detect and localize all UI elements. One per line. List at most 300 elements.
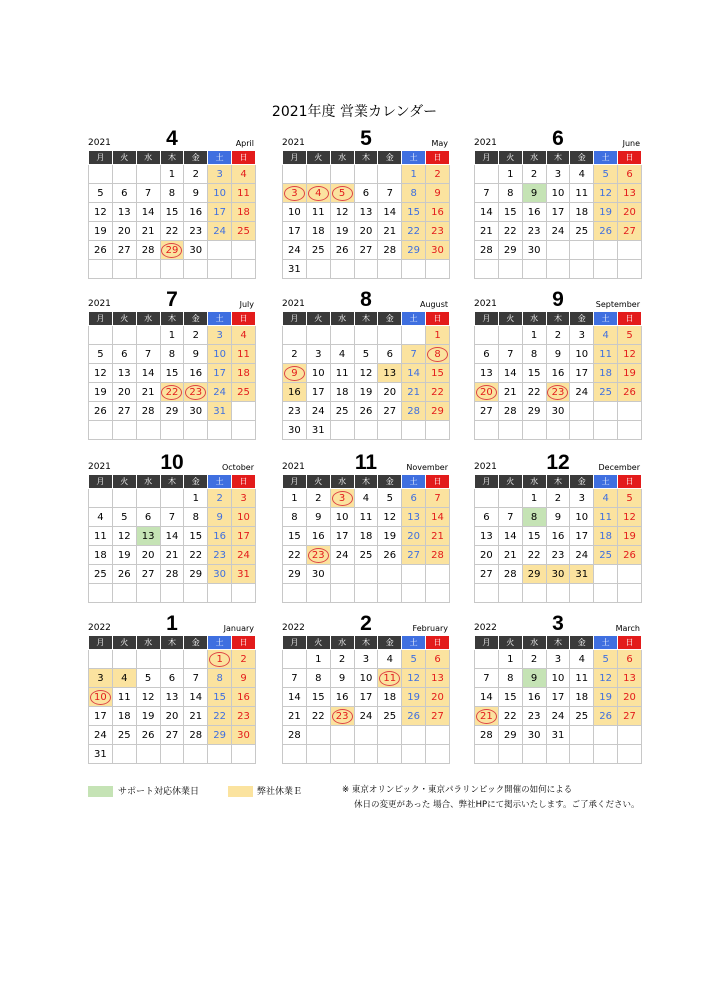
day-cell <box>136 745 160 764</box>
week-row <box>89 165 256 184</box>
day-cell: 6 <box>475 508 499 527</box>
day-cell <box>570 584 594 603</box>
weekday-header: 木 <box>160 151 184 165</box>
day-cell <box>112 745 136 764</box>
weekday-header: 金 <box>184 636 208 650</box>
day-cell: 11 <box>570 669 594 688</box>
day-cell: 13 <box>475 364 499 383</box>
weekday-header: 金 <box>184 312 208 326</box>
day-cell <box>546 584 570 603</box>
day-cell: 15 <box>208 688 232 707</box>
month-calendar <box>88 288 256 440</box>
weekday-header: 金 <box>378 312 402 326</box>
day-cell: 2 <box>522 165 546 184</box>
day-cell: 13 <box>354 203 378 222</box>
calendar-month-number: 12 <box>546 451 570 474</box>
day-cell: 23 <box>546 383 570 402</box>
day-cell <box>330 165 354 184</box>
day-cell: 13 <box>402 508 426 527</box>
day-cell: 24 <box>306 402 330 421</box>
week-row <box>89 489 256 508</box>
week-row <box>89 364 256 383</box>
day-cell <box>354 745 378 764</box>
day-cell <box>112 584 136 603</box>
day-cell <box>570 241 594 260</box>
week-row <box>283 364 450 383</box>
day-cell: 5 <box>354 345 378 364</box>
day-cell: 8 <box>426 345 450 364</box>
weekday-header: 水 <box>330 312 354 326</box>
day-cell: 10 <box>570 345 594 364</box>
day-cell: 8 <box>283 508 307 527</box>
weekday-header: 日 <box>618 312 642 326</box>
weekday-header: 水 <box>136 636 160 650</box>
day-cell: 22 <box>306 707 330 726</box>
month-calendar <box>88 127 256 279</box>
day-cell: 7 <box>160 508 184 527</box>
week-row <box>283 421 450 440</box>
day-cell: 3 <box>89 669 113 688</box>
day-cell: 14 <box>475 203 499 222</box>
day-cell <box>570 421 594 440</box>
day-cell: 27 <box>160 726 184 745</box>
day-cell <box>402 260 426 279</box>
day-cell: 7 <box>378 184 402 203</box>
day-cell: 3 <box>232 489 256 508</box>
day-cell: 1 <box>184 489 208 508</box>
week-row <box>475 260 642 279</box>
day-cell: 19 <box>112 546 136 565</box>
week-row <box>283 489 450 508</box>
week-row <box>475 241 642 260</box>
weekday-header: 木 <box>546 636 570 650</box>
week-row <box>283 508 450 527</box>
day-cell: 10 <box>89 688 113 707</box>
day-cell: 3 <box>330 489 354 508</box>
weekday-header: 木 <box>160 636 184 650</box>
day-cell: 6 <box>402 489 426 508</box>
day-cell: 17 <box>354 688 378 707</box>
day-cell: 16 <box>283 383 307 402</box>
week-row <box>89 565 256 584</box>
day-cell: 24 <box>89 726 113 745</box>
day-cell <box>330 726 354 745</box>
calendar-year: 2021 <box>282 299 305 309</box>
day-cell: 14 <box>136 203 160 222</box>
day-cell: 31 <box>232 565 256 584</box>
day-cell: 27 <box>136 565 160 584</box>
day-cell <box>330 260 354 279</box>
calendar-month-name: August <box>420 300 448 309</box>
day-cell: 6 <box>378 345 402 364</box>
day-cell <box>594 584 618 603</box>
day-cell: 9 <box>546 508 570 527</box>
day-cell: 24 <box>208 222 232 241</box>
day-cell <box>112 260 136 279</box>
week-row <box>283 165 450 184</box>
weekday-header: 火 <box>306 151 330 165</box>
day-cell <box>136 584 160 603</box>
weekday-header: 水 <box>330 151 354 165</box>
day-cell <box>402 326 426 345</box>
day-cell: 6 <box>354 184 378 203</box>
day-cell: 21 <box>283 707 307 726</box>
day-cell: 9 <box>426 184 450 203</box>
month-calendar <box>282 288 450 440</box>
day-cell <box>475 165 499 184</box>
day-cell: 12 <box>378 508 402 527</box>
day-cell: 29 <box>522 565 546 584</box>
day-cell: 19 <box>330 222 354 241</box>
day-cell: 19 <box>89 383 113 402</box>
day-cell <box>378 165 402 184</box>
day-cell <box>306 326 330 345</box>
day-cell <box>354 584 378 603</box>
day-cell: 3 <box>546 165 570 184</box>
day-cell: 2 <box>232 650 256 669</box>
day-cell: 28 <box>136 402 160 421</box>
weekday-header: 日 <box>426 151 450 165</box>
week-row <box>283 546 450 565</box>
day-cell: 29 <box>208 726 232 745</box>
day-cell: 18 <box>232 203 256 222</box>
weekday-header: 金 <box>378 475 402 489</box>
weekday-header: 月 <box>283 475 307 489</box>
day-cell: 15 <box>283 527 307 546</box>
calendar-month-number: 5 <box>360 127 372 150</box>
week-row <box>475 745 642 764</box>
day-cell: 20 <box>160 707 184 726</box>
day-cell: 4 <box>570 650 594 669</box>
month-calendar <box>282 127 450 279</box>
weekday-header: 月 <box>475 151 499 165</box>
day-cell: 12 <box>594 669 618 688</box>
day-cell: 10 <box>354 669 378 688</box>
week-row <box>475 222 642 241</box>
weekday-header: 水 <box>136 151 160 165</box>
day-cell: 5 <box>594 650 618 669</box>
day-cell: 15 <box>160 203 184 222</box>
day-cell: 6 <box>160 669 184 688</box>
day-cell <box>426 421 450 440</box>
day-cell: 22 <box>522 383 546 402</box>
day-cell: 30 <box>232 726 256 745</box>
week-row <box>283 222 450 241</box>
weekday-header: 日 <box>426 312 450 326</box>
day-cell: 25 <box>306 241 330 260</box>
day-cell: 8 <box>160 345 184 364</box>
day-cell <box>498 260 522 279</box>
day-cell: 23 <box>522 222 546 241</box>
weekday-header: 木 <box>354 636 378 650</box>
day-cell: 23 <box>283 402 307 421</box>
day-cell <box>618 241 642 260</box>
day-cell: 11 <box>330 364 354 383</box>
weekday-header: 月 <box>283 312 307 326</box>
day-cell: 17 <box>283 222 307 241</box>
day-cell: 16 <box>184 364 208 383</box>
day-cell: 15 <box>306 688 330 707</box>
day-cell: 28 <box>426 546 450 565</box>
day-cell <box>522 421 546 440</box>
day-cell: 22 <box>522 546 546 565</box>
day-cell: 20 <box>426 688 450 707</box>
day-cell: 10 <box>306 364 330 383</box>
day-cell: 12 <box>112 527 136 546</box>
day-cell: 25 <box>112 726 136 745</box>
day-cell <box>89 489 113 508</box>
day-cell: 19 <box>402 688 426 707</box>
day-cell <box>89 650 113 669</box>
day-cell <box>594 402 618 421</box>
day-cell <box>498 421 522 440</box>
day-cell <box>306 584 330 603</box>
day-cell: 18 <box>570 203 594 222</box>
weekday-header: 木 <box>160 475 184 489</box>
week-row <box>89 203 256 222</box>
week-row <box>89 707 256 726</box>
weekday-header: 金 <box>378 636 402 650</box>
day-cell: 11 <box>232 184 256 203</box>
week-row <box>283 707 450 726</box>
day-cell: 2 <box>184 165 208 184</box>
day-cell <box>402 565 426 584</box>
day-cell: 2 <box>330 650 354 669</box>
day-cell: 21 <box>402 383 426 402</box>
day-cell: 1 <box>402 165 426 184</box>
day-cell: 3 <box>546 650 570 669</box>
day-cell <box>208 241 232 260</box>
day-cell: 25 <box>232 383 256 402</box>
week-row <box>89 527 256 546</box>
day-cell: 19 <box>594 688 618 707</box>
day-cell: 5 <box>330 184 354 203</box>
day-cell: 5 <box>378 489 402 508</box>
day-cell: 4 <box>89 508 113 527</box>
day-cell <box>498 489 522 508</box>
calendar-table <box>282 635 450 764</box>
day-cell <box>112 326 136 345</box>
weekday-header: 日 <box>426 475 450 489</box>
day-cell: 29 <box>184 565 208 584</box>
calendar-month-number: 6 <box>552 127 564 150</box>
week-row <box>283 345 450 364</box>
day-cell: 24 <box>354 707 378 726</box>
calendar-year: 2022 <box>282 623 305 633</box>
weekday-header: 火 <box>498 475 522 489</box>
week-row <box>475 546 642 565</box>
weekday-header: 火 <box>306 312 330 326</box>
day-cell: 29 <box>160 241 184 260</box>
weekday-header: 金 <box>570 636 594 650</box>
day-cell <box>184 260 208 279</box>
weekday-header: 月 <box>89 475 113 489</box>
day-cell: 31 <box>546 726 570 745</box>
day-cell: 3 <box>283 184 307 203</box>
calendar-year: 2021 <box>474 138 497 148</box>
day-cell: 14 <box>283 688 307 707</box>
weekday-header: 日 <box>618 636 642 650</box>
week-row <box>283 565 450 584</box>
day-cell: 13 <box>136 527 160 546</box>
day-cell: 6 <box>112 184 136 203</box>
day-cell: 20 <box>475 383 499 402</box>
legend-off-swatch <box>228 786 253 797</box>
week-row <box>475 584 642 603</box>
day-cell: 2 <box>306 489 330 508</box>
day-cell: 21 <box>160 546 184 565</box>
day-cell: 14 <box>498 364 522 383</box>
day-cell <box>184 421 208 440</box>
day-cell: 14 <box>402 364 426 383</box>
day-cell: 31 <box>208 402 232 421</box>
day-cell: 9 <box>184 345 208 364</box>
day-cell: 6 <box>475 345 499 364</box>
week-row <box>89 508 256 527</box>
day-cell <box>136 165 160 184</box>
day-cell <box>112 165 136 184</box>
day-cell: 16 <box>522 688 546 707</box>
week-row <box>475 421 642 440</box>
day-cell: 23 <box>522 707 546 726</box>
weekday-header: 月 <box>475 636 499 650</box>
day-cell: 2 <box>546 489 570 508</box>
day-cell <box>136 489 160 508</box>
day-cell: 25 <box>594 383 618 402</box>
weekday-header: 土 <box>594 636 618 650</box>
weekday-header: 土 <box>208 475 232 489</box>
week-row <box>89 421 256 440</box>
day-cell <box>475 260 499 279</box>
calendar-year: 2021 <box>282 138 305 148</box>
day-cell: 20 <box>112 222 136 241</box>
day-cell: 8 <box>402 184 426 203</box>
day-cell: 30 <box>283 421 307 440</box>
calendar-month-number: 9 <box>552 288 564 311</box>
day-cell: 23 <box>306 546 330 565</box>
weekday-header: 土 <box>594 312 618 326</box>
day-cell <box>594 745 618 764</box>
day-cell: 25 <box>378 707 402 726</box>
week-row <box>89 745 256 764</box>
day-cell <box>426 726 450 745</box>
day-cell <box>160 584 184 603</box>
month-calendar <box>474 288 642 440</box>
day-cell <box>208 421 232 440</box>
weekday-header: 土 <box>208 636 232 650</box>
day-cell <box>570 402 594 421</box>
day-cell: 4 <box>232 326 256 345</box>
day-cell <box>522 584 546 603</box>
day-cell <box>160 745 184 764</box>
day-cell <box>618 726 642 745</box>
day-cell: 13 <box>426 669 450 688</box>
month-calendar <box>474 451 642 603</box>
day-cell <box>475 489 499 508</box>
week-row <box>283 688 450 707</box>
calendar-year: 2022 <box>88 623 111 633</box>
weekday-header: 土 <box>402 475 426 489</box>
day-cell <box>330 326 354 345</box>
week-row <box>89 222 256 241</box>
day-cell <box>618 260 642 279</box>
day-cell: 21 <box>475 222 499 241</box>
calendar-table <box>474 474 642 603</box>
day-cell <box>136 421 160 440</box>
weekday-header: 水 <box>136 312 160 326</box>
calendar-year: 2021 <box>474 299 497 309</box>
calendar-month-name: October <box>221 463 254 472</box>
day-cell <box>330 584 354 603</box>
day-cell: 17 <box>208 203 232 222</box>
week-row <box>283 745 450 764</box>
day-cell: 14 <box>378 203 402 222</box>
week-row <box>283 203 450 222</box>
day-cell <box>594 421 618 440</box>
day-cell: 8 <box>306 669 330 688</box>
day-cell <box>136 260 160 279</box>
weekday-header: 土 <box>402 151 426 165</box>
day-cell <box>283 650 307 669</box>
day-cell: 9 <box>283 364 307 383</box>
day-cell: 24 <box>208 383 232 402</box>
weekday-header: 水 <box>522 475 546 489</box>
week-row <box>283 402 450 421</box>
month-calendar <box>88 451 256 603</box>
day-cell: 7 <box>136 184 160 203</box>
day-cell <box>402 421 426 440</box>
week-row <box>283 241 450 260</box>
day-cell <box>546 260 570 279</box>
day-cell <box>184 745 208 764</box>
day-cell <box>618 402 642 421</box>
day-cell: 31 <box>306 421 330 440</box>
day-cell <box>306 726 330 745</box>
weekday-header: 土 <box>402 636 426 650</box>
calendar-year: 2021 <box>88 138 111 148</box>
day-cell: 17 <box>570 364 594 383</box>
day-cell: 27 <box>402 546 426 565</box>
month-calendar <box>282 612 450 764</box>
day-cell: 25 <box>232 222 256 241</box>
day-cell: 7 <box>426 489 450 508</box>
day-cell: 28 <box>498 565 522 584</box>
day-cell: 19 <box>378 527 402 546</box>
day-cell: 24 <box>546 222 570 241</box>
day-cell: 28 <box>402 402 426 421</box>
notice-line-1: ※ 東京オリンピック・東京パラリンピック開催の如何による <box>342 785 573 795</box>
day-cell: 20 <box>136 546 160 565</box>
weekday-header: 土 <box>208 151 232 165</box>
day-cell: 4 <box>354 489 378 508</box>
day-cell: 28 <box>283 726 307 745</box>
day-cell: 13 <box>618 184 642 203</box>
day-cell <box>426 745 450 764</box>
weekday-header: 土 <box>594 151 618 165</box>
legend-support-swatch <box>88 786 113 797</box>
weekday-header: 火 <box>498 312 522 326</box>
day-cell: 26 <box>112 565 136 584</box>
weekday-header: 木 <box>160 312 184 326</box>
calendar-month-number: 8 <box>360 288 372 311</box>
day-cell: 9 <box>232 669 256 688</box>
day-cell: 12 <box>136 688 160 707</box>
weekday-header: 火 <box>306 636 330 650</box>
day-cell: 24 <box>570 546 594 565</box>
day-cell <box>232 421 256 440</box>
week-row <box>475 402 642 421</box>
week-row <box>475 326 642 345</box>
